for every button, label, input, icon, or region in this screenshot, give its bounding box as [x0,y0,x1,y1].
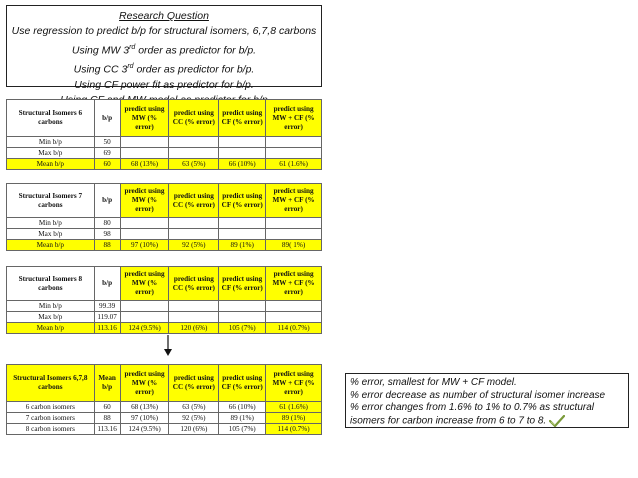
table-row: Max b/p 119.07 [7,312,322,323]
col-predict-mwcf: predict using MW + CF (% error) [266,267,322,301]
col-bp: b/p [94,100,120,137]
table-row: Mean b/p 60 68 (13%) 63 (5%) 66 (10%) 61 (1.6%) [7,159,322,170]
col-bp: b/p [94,267,120,301]
col-predict-cc: predict using CC (% error) [169,184,219,218]
col-predict-mw: predict using MW (% error) [120,267,169,301]
col-mean-bp: Mean b/p [94,365,120,402]
research-question-box [6,5,322,91]
col-predict-mwcf: predict using MW + CF (% error) [266,184,322,218]
rq-line-1: Use regression to predict b/p for structural isomers, 6,7,8 carbons [11,25,317,38]
col-predict-mw: predict using MW (% error) [120,365,169,402]
rq-line-4: Using CF power fit as predictor for b/p. [74,78,254,91]
table-row: Max b/p 98 [7,229,322,240]
table-8-carbons [6,266,322,334]
col-predict-mw: predict using MW (% error) [120,184,169,218]
table-row: 8 carbon isomers 113.16 124 (9.5%) 120 (6%) 105 (7%) 114 (0.7%) [7,424,322,435]
table-row: Min b/p 80 [7,218,322,229]
table-row: Min b/p 50 [7,137,322,148]
col-predict-cc: predict using CC (% error) [169,267,219,301]
conclusion-box [345,373,629,428]
table-row: Max b/p 69 [7,148,322,159]
table-row: Mean b/p 113.16 124 (9.5%) 120 (6%) 105 (7%) 114 (0.7%) [7,323,322,334]
table-title: Structural Isomers 7 carbons [7,184,95,218]
down-arrow-icon [162,335,174,357]
conclusion-line-4: isomers for carbon increase from 6 to 7 to 8. [350,415,624,428]
col-predict-cf: predict using CF (% error) [219,184,266,218]
checkmark-icon [549,415,565,427]
table-title: Structural Isomers 6,7,8 carbons [7,365,95,402]
col-predict-cc: predict using CC (% error) [169,100,219,137]
col-predict-cf: predict using CF (% error) [219,100,266,137]
conclusion-line-3: % error changes from 1.6% to 1% to 0.7% as structural [350,402,594,413]
col-predict-cf: predict using CF (% error) [219,267,266,301]
table-summary [6,364,322,435]
table-title: Structural Isomers 8 carbons [7,267,95,301]
rq-line-3: Using CC 3rd order as predictor for b/p. [73,62,255,76]
conclusion-line-1: % error, smallest for MW + CF model. [350,377,517,388]
table-row: Mean b/p 88 97 (10%) 92 (5%) 89 (1%) 89( 1%) [7,240,322,251]
col-predict-cf: predict using CF (% error) [219,365,266,402]
table-row: Min b/p 99.39 [7,301,322,312]
col-predict-mw: predict using MW (% error) [120,100,169,137]
table-title: Structural Isomers 6 carbons [7,100,95,137]
col-bp: b/p [94,184,120,218]
table-7-carbons [6,183,322,251]
table-6-carbons [6,99,322,170]
rq-line-2: Using MW 3rd order as predictor for b/p. [71,43,257,57]
research-question-title: Research Question [119,10,209,22]
conclusion-line-2: % error decrease as number of structural isomer increase [350,389,606,401]
table-row: 6 carbon isomers 60 68 (13%) 63 (5%) 66 (10%) 61 (1.6%) [7,402,322,413]
table-row: 7 carbon isomers 88 97 (10%) 92 (5%) 89 (1%) 89 (1%) [7,413,322,424]
col-predict-mwcf: predict using MW + CF (% error) [266,100,322,137]
col-predict-cc: predict using CC (% error) [169,365,219,402]
col-predict-mwcf: predict using MW + CF (% error) [266,365,322,402]
